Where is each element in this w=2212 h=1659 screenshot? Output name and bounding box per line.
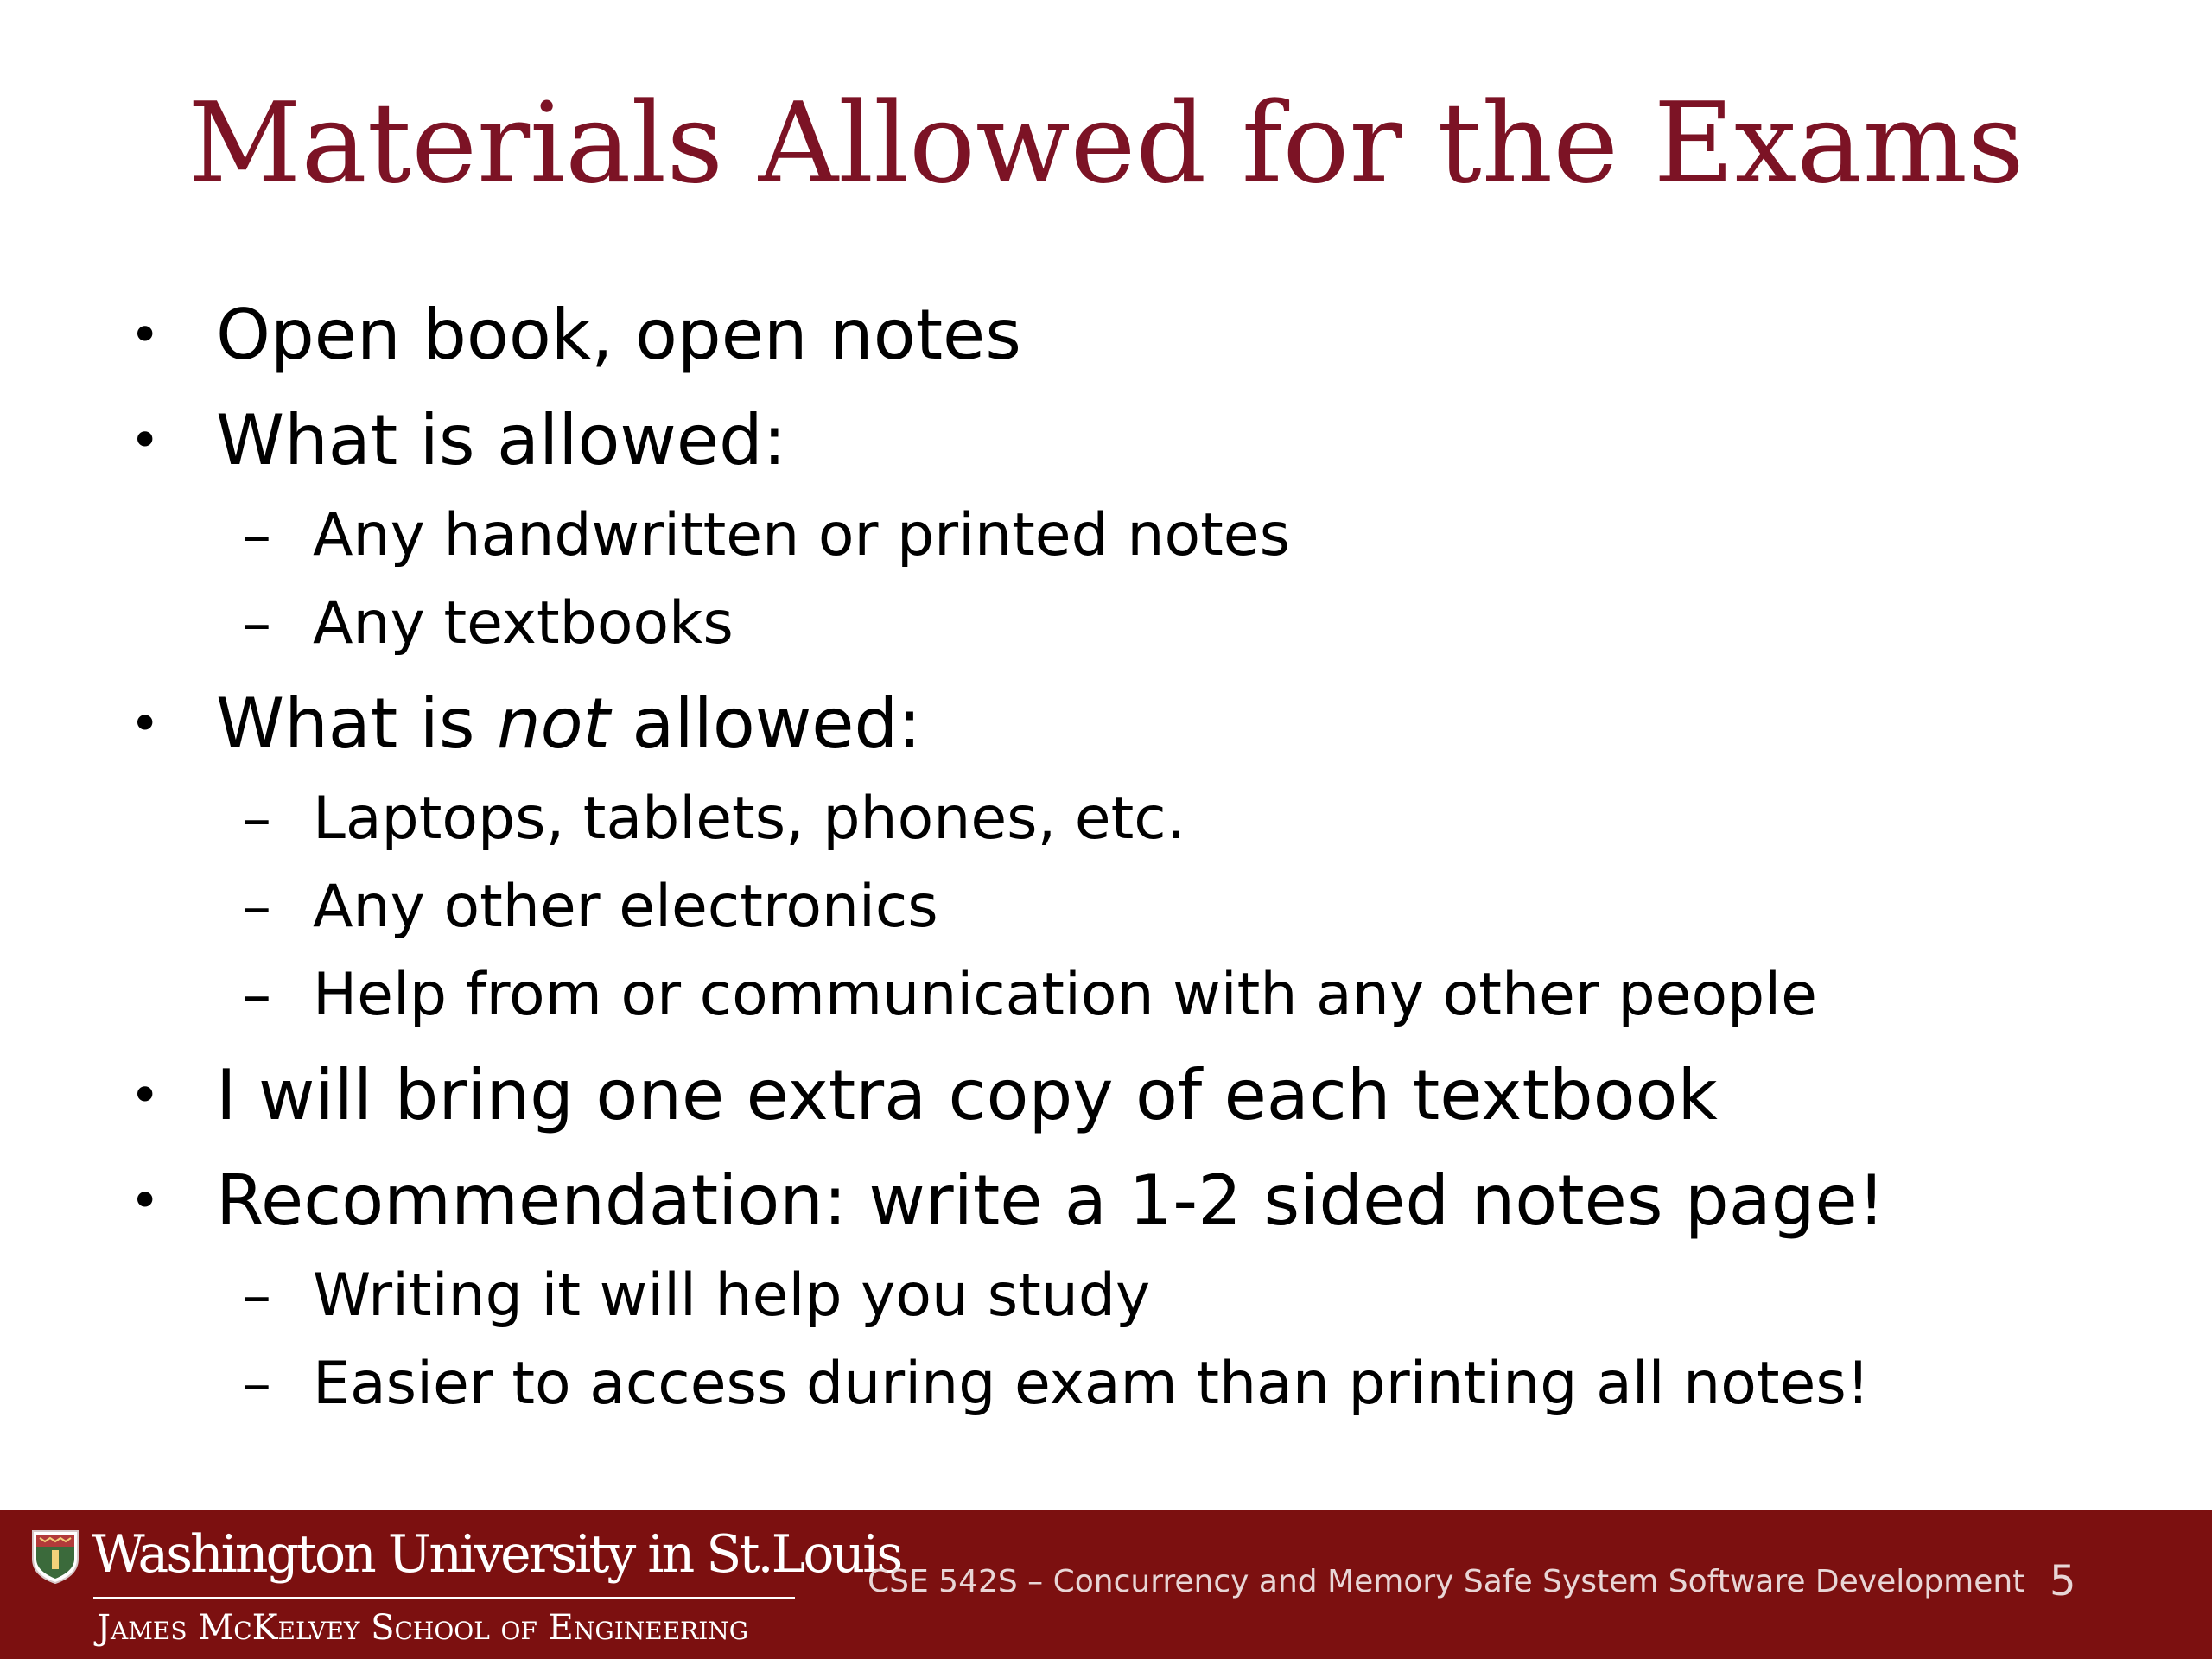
sub-bullet-text: Help from or communication with any other people [313, 961, 1817, 1029]
slide-footer [0, 1510, 2212, 1659]
sub-bullet-marker: – [242, 589, 271, 658]
bullet-open-book [130, 294, 2117, 377]
sub-bullet-text: Easier to access during exam than printing all notes! [313, 1350, 1871, 1418]
bullet-extra-copy [130, 1054, 2117, 1137]
sub-bullet-text: Any handwritten or printed notes [313, 501, 1291, 569]
sub-bullet-notes [242, 499, 2143, 572]
sub-bullet-laptops [242, 783, 2143, 855]
university-name: Washington University in St.Louis [92, 1524, 901, 1585]
sub-bullet-text: Any other electronics [313, 873, 938, 941]
sub-bullet-marker: – [242, 873, 271, 941]
sub-bullet-marker: – [242, 785, 271, 853]
bullet-allowed [130, 399, 2117, 482]
sub-bullet-marker: – [242, 961, 271, 1029]
sub-bullet-text: Any textbooks [313, 589, 734, 658]
sub-bullet-textbooks [242, 588, 2143, 660]
not-allowed-emphasis: not [496, 683, 610, 764]
bullet-text [216, 683, 921, 766]
school-name: James McKelvey School of Engineering [97, 1608, 749, 1648]
shield-icon [31, 1529, 79, 1585]
sub-bullet-electronics [242, 871, 2143, 944]
bullet-marker: • [130, 694, 161, 754]
logo-divider [93, 1597, 795, 1599]
sub-bullet-text: Laptops, tablets, phones, etc. [313, 785, 1185, 853]
bullet-text: I will bring one extra copy of each textbook [216, 1055, 1718, 1135]
bullet-marker: • [130, 1171, 161, 1231]
bullet-text: Open book, open notes [216, 295, 1021, 375]
sub-bullet-marker: – [242, 501, 271, 569]
bullet-marker: • [130, 1065, 161, 1126]
university-logo [31, 1521, 901, 1650]
bullet-text: What is allowed: [216, 400, 786, 480]
page-number: 5 [2050, 1557, 2076, 1605]
bullet-text: Recommendation: write a 1-2 sided notes page! [216, 1160, 1885, 1241]
sub-bullet-text: Writing it will help you study [313, 1262, 1151, 1330]
bullet-not-allowed [130, 683, 2117, 766]
sub-bullet-help [242, 959, 2143, 1032]
sub-bullet-marker: – [242, 1350, 271, 1418]
bullet-marker: • [130, 410, 161, 471]
sub-bullet-access [242, 1348, 2143, 1421]
bullet-recommendation [130, 1160, 2117, 1243]
sub-bullet-marker: – [242, 1262, 271, 1330]
bullet-marker: • [130, 305, 161, 365]
sub-bullet-study [242, 1260, 2143, 1332]
slide-title: Materials Allowed for the Exams [188, 79, 2024, 208]
course-title: CSE 542S – Concurrency and Memory Safe System Software Development [868, 1564, 2025, 1599]
not-allowed-suffix: allowed: [609, 683, 922, 764]
not-allowed-prefix: What is [216, 683, 497, 764]
